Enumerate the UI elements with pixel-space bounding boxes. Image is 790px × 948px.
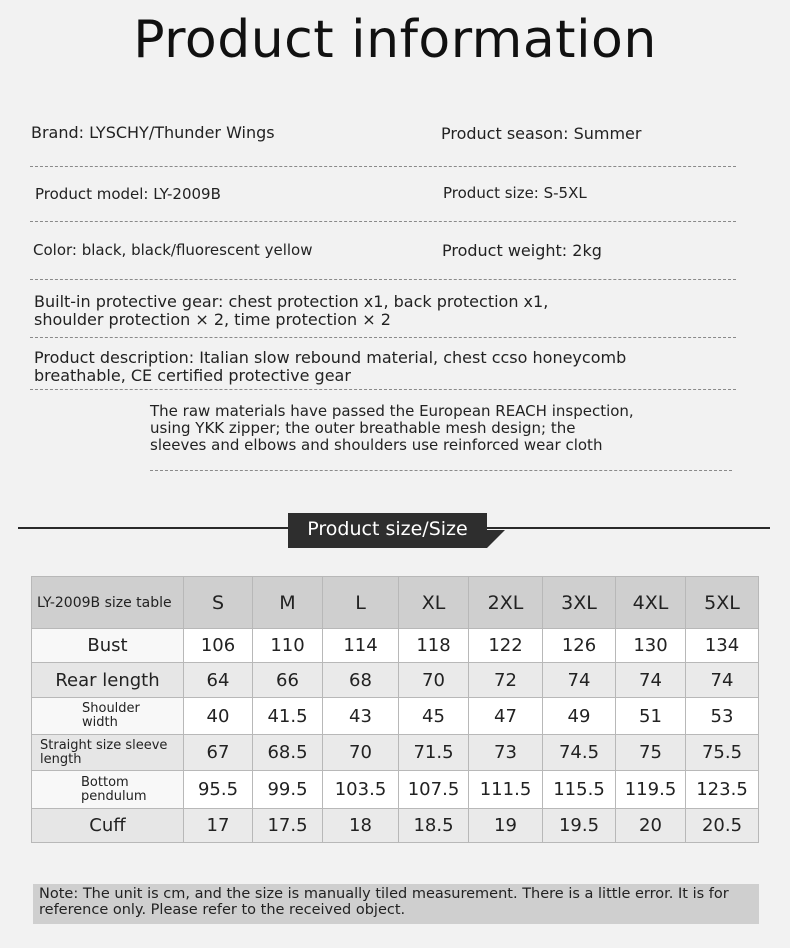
- table-cell: 99.5: [253, 771, 323, 809]
- size-table: [31, 576, 759, 843]
- size-header-cell: 4XL: [616, 577, 686, 629]
- table-cell: 20.5: [686, 809, 759, 843]
- table-cell: 118: [399, 629, 469, 663]
- table-row: [32, 771, 759, 809]
- divider: [30, 389, 736, 390]
- size-header-cell: S: [184, 577, 253, 629]
- row-label-line: length: [40, 751, 82, 767]
- size-header-cell: 3XL: [543, 577, 616, 629]
- description-line: breathable, CE certified protective gear: [34, 366, 351, 385]
- season-info: Product season: Summer: [441, 124, 642, 143]
- banner-tail: [487, 530, 505, 548]
- protective-gear-info: [34, 293, 548, 329]
- brand-info: Brand: LYSCHY/Thunder Wings: [31, 123, 275, 142]
- row-label-rear-length: Rear length: [32, 663, 184, 698]
- table-cell: 72: [469, 663, 543, 698]
- size-header-cell: L: [323, 577, 399, 629]
- table-cell: 70: [399, 663, 469, 698]
- size-header-cell: M: [253, 577, 323, 629]
- table-row: [32, 735, 759, 771]
- table-cell: 114: [323, 629, 399, 663]
- table-cell: 17: [184, 809, 253, 843]
- table-cell: 119.5: [616, 771, 686, 809]
- section-banner: Product size/Size: [288, 513, 487, 548]
- product-description: [34, 349, 626, 385]
- table-cell: 110: [253, 629, 323, 663]
- weight-info: Product weight: 2kg: [442, 241, 602, 260]
- table-cell: 75.5: [686, 735, 759, 771]
- table-cell: 64: [184, 663, 253, 698]
- size-header-cell: XL: [399, 577, 469, 629]
- table-cell: 41.5: [253, 698, 323, 735]
- row-label-line: Straight size sleeve: [40, 737, 168, 753]
- table-cell: 111.5: [469, 771, 543, 809]
- table-cell: 126: [543, 629, 616, 663]
- table-cell: 75: [616, 735, 686, 771]
- table-cell: 18.5: [399, 809, 469, 843]
- table-cell: 95.5: [184, 771, 253, 809]
- table-cell: 20: [616, 809, 686, 843]
- divider: [30, 221, 736, 222]
- size-info: Product size: S-5XL: [443, 184, 587, 202]
- table-row: [32, 809, 759, 843]
- table-cell: 53: [686, 698, 759, 735]
- divider: [30, 166, 736, 167]
- row-label-line: width: [82, 715, 118, 730]
- table-cell: 70: [323, 735, 399, 771]
- divider: [30, 279, 736, 280]
- materials-line: sleeves and elbows and shoulders use reinforced wear cloth: [150, 436, 603, 454]
- row-label-cuff: Cuff: [32, 809, 184, 843]
- table-cell: 103.5: [323, 771, 399, 809]
- table-cell: 40: [184, 698, 253, 735]
- table-cell: 68.5: [253, 735, 323, 771]
- color-info: Color: black, black/fluorescent yellow: [33, 241, 313, 259]
- table-row: [32, 663, 759, 698]
- measurement-note: Note: The unit is cm, and the size is manually tiled measurement. There is a little error. It is for reference only. Please refer to the received object.: [33, 884, 759, 924]
- table-cell: 106: [184, 629, 253, 663]
- size-header-row: [32, 577, 759, 629]
- table-cell: 134: [686, 629, 759, 663]
- materials-info: [150, 403, 634, 454]
- size-header-cell: 2XL: [469, 577, 543, 629]
- table-cell: 115.5: [543, 771, 616, 809]
- table-cell: 47: [469, 698, 543, 735]
- table-cell: 74: [686, 663, 759, 698]
- table-cell: 19.5: [543, 809, 616, 843]
- row-label-line: Shoulder: [82, 701, 140, 716]
- page-title: Product information: [133, 10, 657, 70]
- row-label-bottom-pendulum: [32, 771, 184, 809]
- table-cell: 130: [616, 629, 686, 663]
- table-corner-label: LY-2009B size table: [32, 577, 184, 629]
- row-label-line: pendulum: [81, 788, 147, 804]
- table-cell: 123.5: [686, 771, 759, 809]
- materials-line: using YKK zipper; the outer breathable mesh design; the: [150, 419, 576, 437]
- table-cell: 17.5: [253, 809, 323, 843]
- table-cell: 107.5: [399, 771, 469, 809]
- table-cell: 49: [543, 698, 616, 735]
- size-header-cell: 5XL: [686, 577, 759, 629]
- protective-gear-line: Built-in protective gear: chest protection x1, back protection x1,: [34, 292, 549, 311]
- protective-gear-line: shoulder protection × 2, time protection × 2: [34, 310, 391, 329]
- table-cell: 73: [469, 735, 543, 771]
- table-cell: 122: [469, 629, 543, 663]
- table-cell: 74.5: [543, 735, 616, 771]
- table-row: [32, 698, 759, 735]
- description-line: Product description: Italian slow rebound material, chest ccso honeycomb: [34, 348, 627, 367]
- table-cell: 19: [469, 809, 543, 843]
- table-cell: 18: [323, 809, 399, 843]
- table-cell: 68: [323, 663, 399, 698]
- row-label-bust: Bust: [32, 629, 184, 663]
- row-label-sleeve-length: [32, 735, 184, 771]
- table-cell: 67: [184, 735, 253, 771]
- row-label-shoulder-width: [32, 698, 184, 735]
- table-cell: 43: [323, 698, 399, 735]
- materials-line: The raw materials have passed the European REACH inspection,: [150, 402, 634, 420]
- table-row: [32, 629, 759, 663]
- divider: [150, 470, 732, 471]
- table-cell: 74: [543, 663, 616, 698]
- table-cell: 74: [616, 663, 686, 698]
- table-cell: 45: [399, 698, 469, 735]
- model-info: Product model: LY-2009B: [35, 185, 221, 203]
- table-cell: 51: [616, 698, 686, 735]
- table-cell: 66: [253, 663, 323, 698]
- row-label-line: Bottom: [81, 774, 129, 790]
- table-cell: 71.5: [399, 735, 469, 771]
- divider: [30, 337, 736, 338]
